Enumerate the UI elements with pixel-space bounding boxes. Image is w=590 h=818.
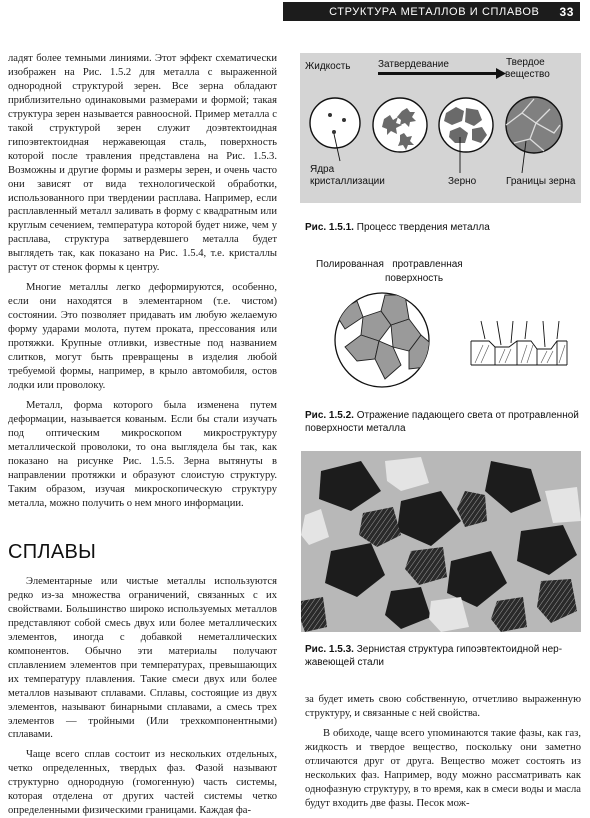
- caption-text-cont: жавеющей стали: [305, 657, 385, 668]
- figure-solidification: [300, 53, 581, 203]
- paragraph: Металл, форма которого была изменена путем деформации, называется кованым. Если бы стали изучать под оптическим микроскопом микроструктуру металлической проволоки, то она выглядела бы так, как показано на рисунке Рис. 1.5.5. Зерна вытянуты в направлении протяжки и образуют слоистую структуру. Таким образом, изучая микроскопическую структуру металла, можно получить о нем много информации.: [8, 399, 277, 509]
- figure-reflection: [305, 255, 581, 395]
- caption-text: Отражение падающего света от протравленной: [356, 410, 579, 421]
- left-column: [8, 52, 277, 511]
- reflection-diagram: [305, 255, 581, 395]
- paragraph: Элементарные или чистые металлы используются редко из-за множества ограничений, связанных с их свойствами. Большинство широко используемых металлов представляют собой смесь двух или более металлических элементов, иногда с добавкой неметаллических компонентов. Обычно эти материалы получают сплавлением элементов при температурах, превышающих их температуру плавления. Такие смеси двух или более металлов называют сплавами. Сплавы, состоящие из двух элементов, называют бинарными сплавами, а смесь трех элементов — тройными (Или трехкомпонентными) сплавами.: [8, 576, 277, 741]
- solidification-diagram: [300, 53, 581, 203]
- label-nuclei-1: Ядра: [310, 164, 335, 175]
- label-solid-1: Твердое: [506, 57, 545, 68]
- paragraph: за будет иметь свою собственную, отчетливо выраженную структуру, и связанные с ней свойства.: [305, 694, 581, 719]
- figure-caption: [305, 643, 562, 669]
- label-solidification: Затвердевание: [378, 59, 449, 70]
- label-polished: Полированная протравленная: [316, 259, 463, 270]
- right-column: [305, 693, 581, 811]
- page-number: 33: [559, 4, 574, 19]
- label-solid-2: вещество: [505, 69, 550, 80]
- label-grain-boundaries: Границы зерна: [506, 176, 576, 187]
- caption-number: Рис. 1.5.1.: [305, 222, 354, 233]
- paragraph: В обиходе, чаще всего упоминаются такие фазы, как газ, жидкость и твердое вещество, поскольку они заметно отличаются друг от друга. Вещество может состоять из нескольких фаз. Например, воду можно рассматривать как однофазную структуру, в то время, как в смеси воды и масла будут входить две фазы. Песок мож-: [305, 727, 581, 809]
- figure-caption: [305, 221, 490, 234]
- label-nuclei-2: кристаллизации: [310, 176, 385, 187]
- figure-caption: [305, 409, 579, 435]
- running-title: СТРУКТУРА МЕТАЛЛОВ И СПЛАВОВ: [329, 5, 540, 18]
- caption-number: Рис. 1.5.2.: [305, 410, 354, 421]
- paragraph: Чаще всего сплав состоит из нескольких отдельных, четко определенных, твердых фаз. Фазой называют структурно однородную (гомогенную) часть системы, которая отделена от других частей системы четко определенными физическими границами. Каждая фа-: [8, 749, 277, 817]
- paragraph: Многие металлы легко деформируются, особенно, если они находятся в элементарном (т.е. чистом) состоянии. Это позволяет придавать им любую желаемую форму ударами молота, путем проката, прессования или протяжки. Крупные отливки, известные под названием слитков, могут быть превращены в изделия любой требуемой формы, например, в крыло автомобиля, остов лодки или проволоку.: [8, 282, 277, 391]
- running-header: [283, 2, 580, 21]
- micrograph: [301, 451, 581, 632]
- paragraph: ладят более темными линиями. Этот эффект схематически изображен на Рис. 1.5.2 для металла с выраженной однородной структурой зерен. Все зерна обладают приблизительно одинаковыми размерами и формой; такая структура зерен называется равноосной. Пример металла с такой структурой зерен служит доэвтектоидная гипоэвтектоидная нержавеющая сталь, поверхность которой после травления представлена на Рис. 1.5.3. Возможны и другие формы и размеры зерен, и очень часто они зависят от вида технологической обработки, использованного при твердении расплава. Например, если расплавленный металл заливать в форму с квадратным или круглым сечением, температура которой будет ниже, чем у расплава, структура затвердевшего металла будет выглядеть так, как показано на Рис. 1.5.4, т.е. кристаллы растут от стенок формы к центру.: [8, 53, 277, 274]
- section-title: СПЛАВЫ: [8, 541, 97, 563]
- caption-number: Рис. 1.5.3.: [305, 644, 354, 655]
- caption-text: Процесс твердения металла: [356, 222, 490, 233]
- caption-text-cont: поверхности металла: [305, 423, 406, 434]
- label-surface: поверхность: [385, 273, 444, 284]
- label-grain: Зерно: [448, 176, 477, 187]
- caption-text: Зернистая структура гипоэвтектоидной нер-: [356, 644, 563, 655]
- section-body: [8, 575, 277, 818]
- micrograph-image: [301, 451, 581, 632]
- label-liquid: Жидкость: [305, 61, 351, 72]
